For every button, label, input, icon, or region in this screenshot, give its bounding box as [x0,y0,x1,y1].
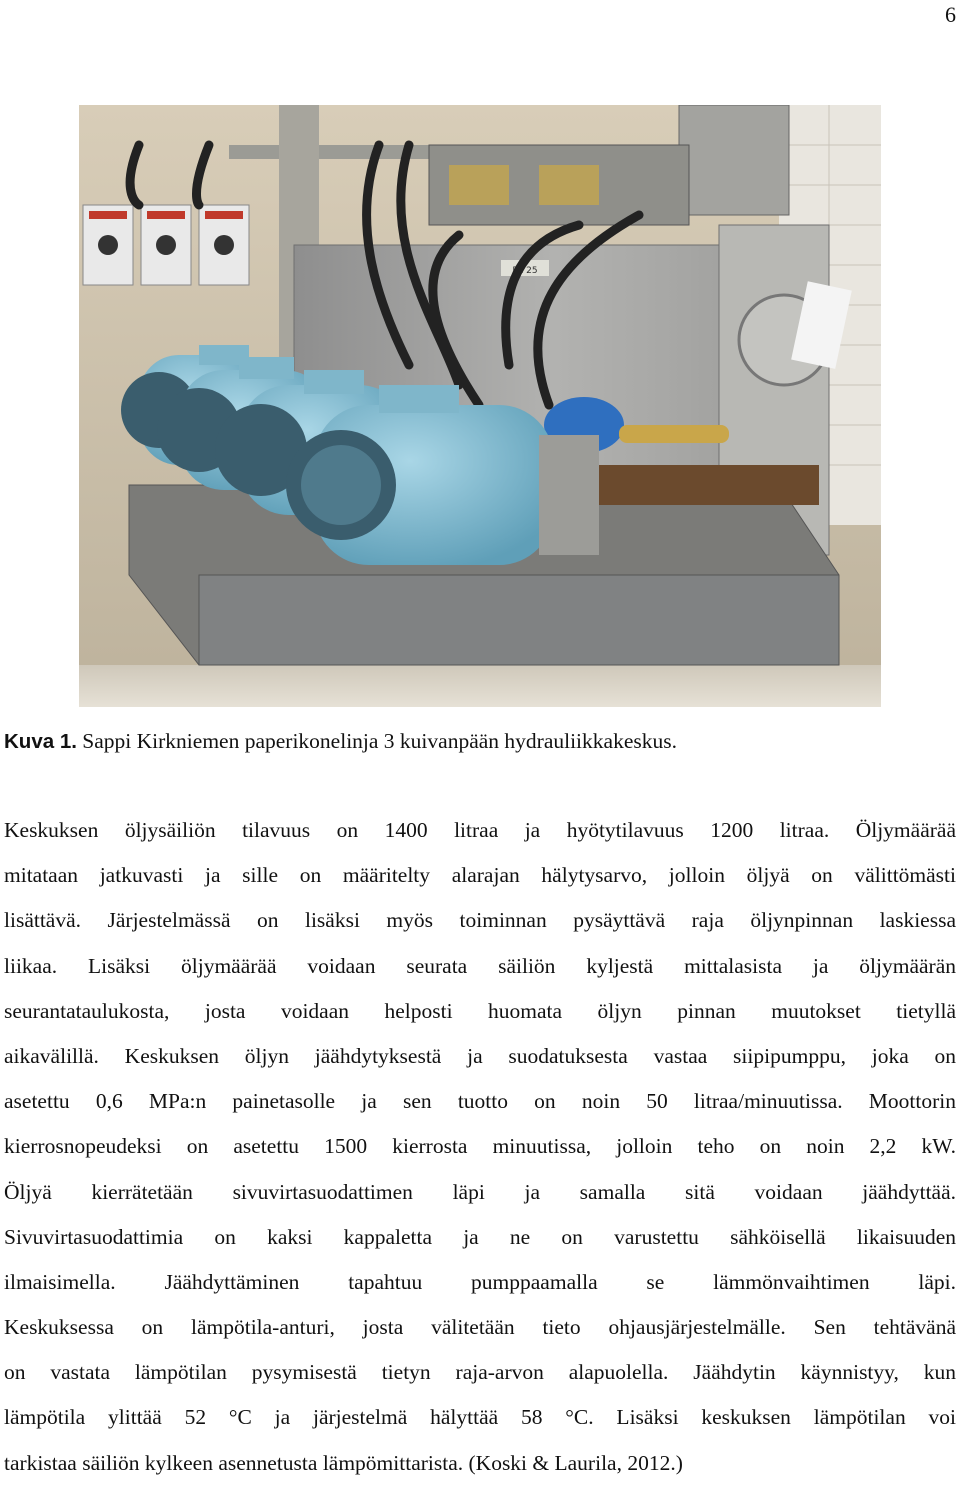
body-line: Sivuvirtasuodattimia on kaksi kappaletta ja ne on varustettu sähköisellä likaisuuden [4,1224,956,1249]
figure-label: Kuva 1. [4,730,77,753]
body-line: asetettu 0,6 MPa:n painetasolle ja sen tuotto on noin 50 litraa/minuutissa. Moottorin [4,1089,956,1114]
body-line: Keskuksessa on lämpötila-anturi, josta välitetään tieto ohjausjärjestelmälle. Sen tehtävänä [4,1315,956,1340]
body-line: ilmaisimella. Jäähdyttäminen tapahtuu pumppaamalla se lämmönvaihtimen läpi. [4,1269,956,1294]
body-line: aikavälillä. Keskuksen öljyn jäähdytyksestä ja suodatuksesta vastaa siipipumppu, joka on [4,1043,956,1068]
switch-boxes [83,205,249,285]
figure-caption [4,726,956,757]
page-number: 6 [945,2,956,27]
body-line: mitataan jatkuvasti ja sille on määritelty alarajan hälytysarvo, jolloin öljyä on välittömästi [4,863,956,888]
body-line: kierrosnopeudeksi on asetettu 1500 kierrosta minuutissa, jolloin teho on noin 2,2 kW. [4,1134,956,1159]
body-line: on vastata lämpötilan pysymisestä tietyn raja-arvon alapuolella. Jäähdytin käynnistyy, kun [4,1360,956,1385]
body-line: lisättävä. Järjestelmässä on lisäksi myös toiminnan pysäyttävä raja öljynpinnan laskiessa [4,908,956,933]
body-line: Öljyä kierrätetään sivuvirtasuodattimen läpi ja samalla sitä voidaan jäähdyttää. [4,1179,956,1204]
tank-label: FE 25 [512,266,538,276]
body-line: lämpötila ylittää 52 °C ja järjestelmä hälyttää 58 °C. Lisäksi keskuksen lämpötilan voi [4,1405,956,1430]
body-paragraph [4,811,956,1489]
body-line: Keskuksen öljysäiliön tilavuus on 1400 litraa ja hyötytilavuus 1200 litraa. Öljymäärää [4,818,956,842]
body-line: seurantataulukosta, josta voidaan helposti huomata öljyn pinnan muutokset tietyllä [4,998,956,1023]
body-line: tarkistaa säiliön kylkeen asennetusta lämpömittarista. (Koski & Laurila, 2012.) [4,1450,683,1475]
hydraulic-unit-photo [79,105,881,707]
figure-caption-text: Sappi Kirkniemen paperikonelinja 3 kuivanpään hydrauliikkakeskus. [82,729,677,753]
body-line: liikaa. Lisäksi öljymäärää voidaan seurata säiliön kyljestä mittalasista ja öljymäärän [4,953,956,978]
